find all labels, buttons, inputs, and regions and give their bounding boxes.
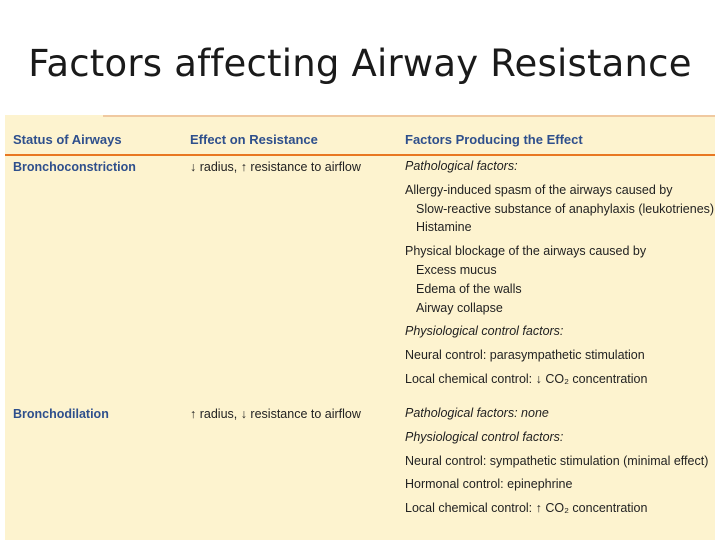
factor-line: Airway collapse	[416, 300, 503, 315]
factor-line: Excess mucus	[416, 262, 497, 277]
factor-line: Edema of the walls	[416, 281, 522, 296]
page-title: Factors affecting Airway Resistance	[28, 42, 692, 85]
factor-line: Local chemical control: ↓ CO₂ concentration	[405, 371, 648, 386]
factor-line: Neural control: parasympathetic stimulation	[405, 348, 645, 363]
table-top-rule	[103, 115, 715, 117]
factor-line: Pathological factors:	[405, 159, 518, 173]
effect-cell: ↑ radius, ↓ resistance to airflow	[190, 407, 361, 421]
factor-line: Slow-reactive substance of anaphylaxis (leukotrienes)	[416, 201, 715, 216]
factor-line: Neural control: sympathetic stimulation (minimal effect)	[405, 453, 709, 468]
column-header-factors: Factors Producing the Effect	[405, 132, 583, 147]
factors-cell	[405, 157, 714, 389]
column-header-effect: Effect on Resistance	[190, 132, 318, 147]
column-header-status: Status of Airways	[13, 132, 122, 147]
status-cell: Bronchodilation	[13, 407, 109, 421]
factor-line: Hormonal control: epinephrine	[405, 477, 573, 492]
header-divider	[5, 154, 715, 156]
status-cell: Bronchoconstriction	[13, 160, 136, 174]
factor-line: Histamine	[416, 220, 472, 235]
effect-cell: ↓ radius, ↑ resistance to airflow	[190, 160, 361, 174]
factor-line: Allergy-induced spasm of the airways caused by	[405, 182, 673, 197]
factor-line: Physical blockage of the airways caused by	[405, 244, 647, 259]
factor-line: Physiological control factors:	[405, 324, 564, 339]
factor-line: Local chemical control: ↑ CO₂ concentration	[405, 501, 648, 516]
airway-resistance-table	[5, 115, 715, 540]
factors-cell	[405, 404, 708, 518]
factor-line: Physiological control factors:	[405, 429, 564, 444]
factor-line: Pathological factors: none	[405, 406, 549, 420]
